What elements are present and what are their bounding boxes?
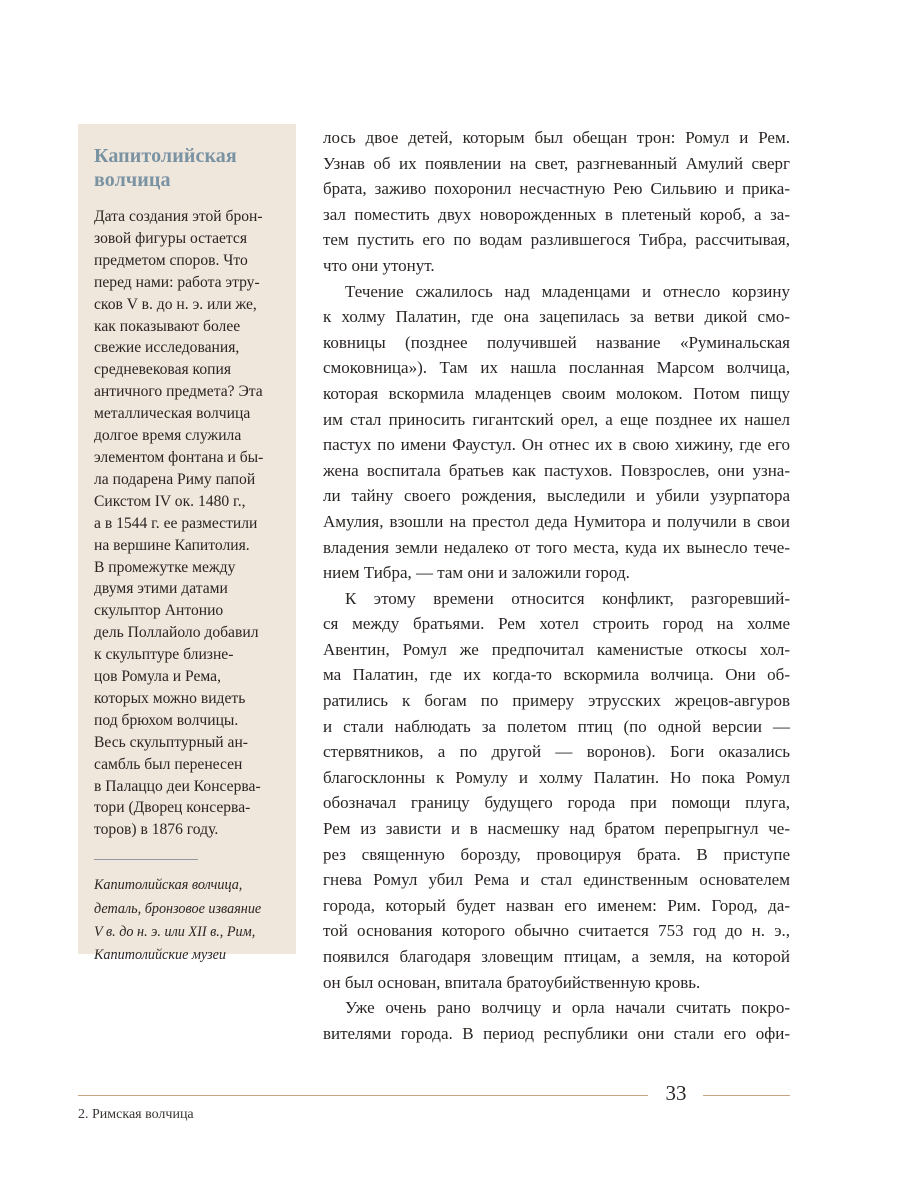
text-line: К этому времени относится конфликт, разгоревший- [345, 588, 790, 608]
text-line: владения земли недалеко от того места, куда их вынесло тече- [323, 537, 790, 557]
text-line: той основания которого обычно считается 753 год до н. э., [323, 921, 790, 941]
sidebar-text-line: свежие исследования, [94, 339, 240, 357]
sidebar-text-line: предметом споров. Что [94, 251, 248, 269]
sidebar-box [78, 124, 296, 964]
text-line: города, который будет назван его именем: Рим. Город, да- [323, 895, 790, 915]
paragraph [323, 995, 790, 1046]
text-line: благосклонны к Ромулу и холму Палатин. Но пока Ромул [323, 767, 790, 787]
text-line: обозначал границу будущего города при помощи плуга, [323, 793, 790, 813]
text-line: брата, заживо похоронил несчастную Рею Сильвию и прика- [323, 179, 790, 199]
sidebar-text-line: Весь скульптурный ан- [94, 733, 248, 751]
text-line: ли тайну своего рождения, выследили и убили узурпатора [323, 486, 790, 506]
text-line: Амулия, взошли на престол деда Нумитора и получили в свои [323, 511, 790, 531]
sidebar-text-line: как показывают более [94, 317, 241, 335]
text-line: ратились к богам по примеру этрусских жрецов-авгуров [323, 691, 790, 711]
text-line: он был основан, впитала братоубийственную кровь. [323, 972, 701, 992]
text-line: стервятников, а по другой — воронов). Боги оказались [323, 742, 790, 762]
sidebar-text-line: в Палаццо деи Консерва- [94, 777, 261, 795]
text-line: которая вскормила младенцев своим молоком. Потом пищу [323, 383, 790, 403]
text-line: вителями города. В период республики они стали его офи- [323, 1023, 790, 1043]
caption-line: Капитолийская волчица, [94, 877, 243, 894]
caption-line: V в. до н. э. или XII в., Рим, [94, 923, 256, 940]
sidebar-text-line: а в 1544 г. ее разместили [94, 514, 258, 532]
sidebar-text-line: которых можно видеть [94, 689, 246, 707]
sidebar-text-line: элементом фонтана и бы- [94, 448, 264, 466]
sidebar-text-line: цов Ромула и Рема, [94, 668, 221, 686]
running-footer-chapter-title: 2. Римская волчица [78, 1107, 194, 1122]
text-line: жена воспитала братьев как пастухов. Повзрослев, они узна- [323, 460, 790, 480]
sidebar-text-line: скульптор Антонио [94, 602, 224, 620]
text-line: Узнав об их появлении на свет, разгневанный Амулий сверг [323, 153, 790, 173]
sidebar-text-line: на вершине Капитолия. [94, 536, 250, 554]
sidebar-text-line: под брюхом волчицы. [94, 711, 239, 729]
sidebar-text-line: двумя этими датами [94, 580, 228, 598]
sidebar-text-line: долгое время служила [94, 427, 242, 445]
text-line: Авентин, Ромул же предпочитал каменистые откосы хол- [323, 639, 790, 659]
text-line: пастух по имени Фаустул. Он отнес их в свою хижину, где его [323, 435, 790, 455]
sidebar-text-line: тори (Дворец консерва- [94, 799, 251, 817]
sidebar-title-line: волчица [94, 169, 171, 191]
sidebar-text-line: В промежутке между [94, 558, 236, 576]
text-line: Рем из зависти и в насмешку над братом перепрыгнул че- [323, 819, 790, 839]
caption-line: Капитолийские музеи [94, 947, 227, 964]
sidebar-text-line: к скульптуре близне- [94, 646, 234, 664]
page-number: 33 [665, 1081, 687, 1105]
paragraph [323, 586, 790, 996]
sidebar-text-line: перед нами: работа этру- [94, 273, 260, 291]
text-line: гнева Ромул убил Рема и стал единственным основателем [323, 870, 790, 890]
sidebar-text-line: Дата создания этой брон- [94, 208, 263, 225]
text-line: что они утонут. [323, 255, 435, 275]
sidebar-divider [94, 859, 198, 860]
text-line: рез священную борозду, провоцируя брата. В приступе [323, 844, 790, 864]
text-line: появился благодаря зловещим птицам, а земля, на которой [323, 947, 790, 966]
sidebar-text-line: античного предмета? Эта [94, 383, 263, 401]
image-caption [94, 874, 280, 967]
text-line: зал поместить двух новорожденных в плетеный короб, а за- [323, 204, 790, 224]
text-line: Уже очень рано волчицу и орла начали считать покро- [345, 998, 790, 1018]
text-line: ся между братьями. Рем хотел строить город на холме [323, 614, 790, 634]
sidebar-text-line: самбль был перенесен [94, 755, 243, 773]
caption-line: деталь, бронзовое изваяние [94, 900, 262, 917]
text-line: ковницы (позднее получившей название «Руминальская [323, 332, 790, 352]
sidebar-title [94, 144, 280, 192]
sidebar-text-line: сков V в. до н. э. или же, [94, 295, 257, 313]
sidebar-body [94, 206, 280, 841]
paragraph [323, 125, 790, 279]
text-line: ма Палатин, где их когда-то вскормила волчица. Они об- [323, 665, 790, 685]
main-text-column [323, 125, 790, 1046]
text-line: Течение сжалилось над младенцами и отнесло корзину [345, 281, 790, 301]
footer-rule-left [78, 1095, 648, 1096]
sidebar-text-line: дель Поллайоло добавил [94, 624, 259, 642]
sidebar-text-line: средневековая копия [94, 361, 232, 379]
sidebar-text-line: зовой фигуры остается [94, 229, 248, 247]
text-line: смоковница»). Там их нашла посланная Марсом волчица, [323, 358, 790, 378]
sidebar-text-line: металлическая волчица [94, 405, 251, 423]
text-line: тем пустить его по водам разлившегося Тибра, рассчитывая, [323, 230, 790, 250]
sidebar-text-line: Сикстом IV ок. 1480 г., [94, 492, 246, 510]
text-line: лось двое детей, которым был обещан трон: Ромул и Рем. [323, 128, 790, 147]
text-line: им стал приносить гигантский орел, а еще позднее их нашел [323, 409, 790, 429]
paragraph [323, 279, 790, 586]
text-line: к холму Палатин, где она зацепилась за ветви дикой смо- [323, 307, 790, 327]
sidebar-text-line: ла подарена Риму папой [94, 470, 256, 488]
footer-rule-right [703, 1095, 790, 1096]
sidebar-title-line: Капитолийская [94, 145, 237, 167]
sidebar-text-line: торов) в 1876 году. [94, 821, 219, 839]
text-line: нием Тибра, — там они и заложили город. [323, 563, 630, 583]
text-line: и стали наблюдать за полетом птиц (по одной версии — [323, 716, 790, 736]
